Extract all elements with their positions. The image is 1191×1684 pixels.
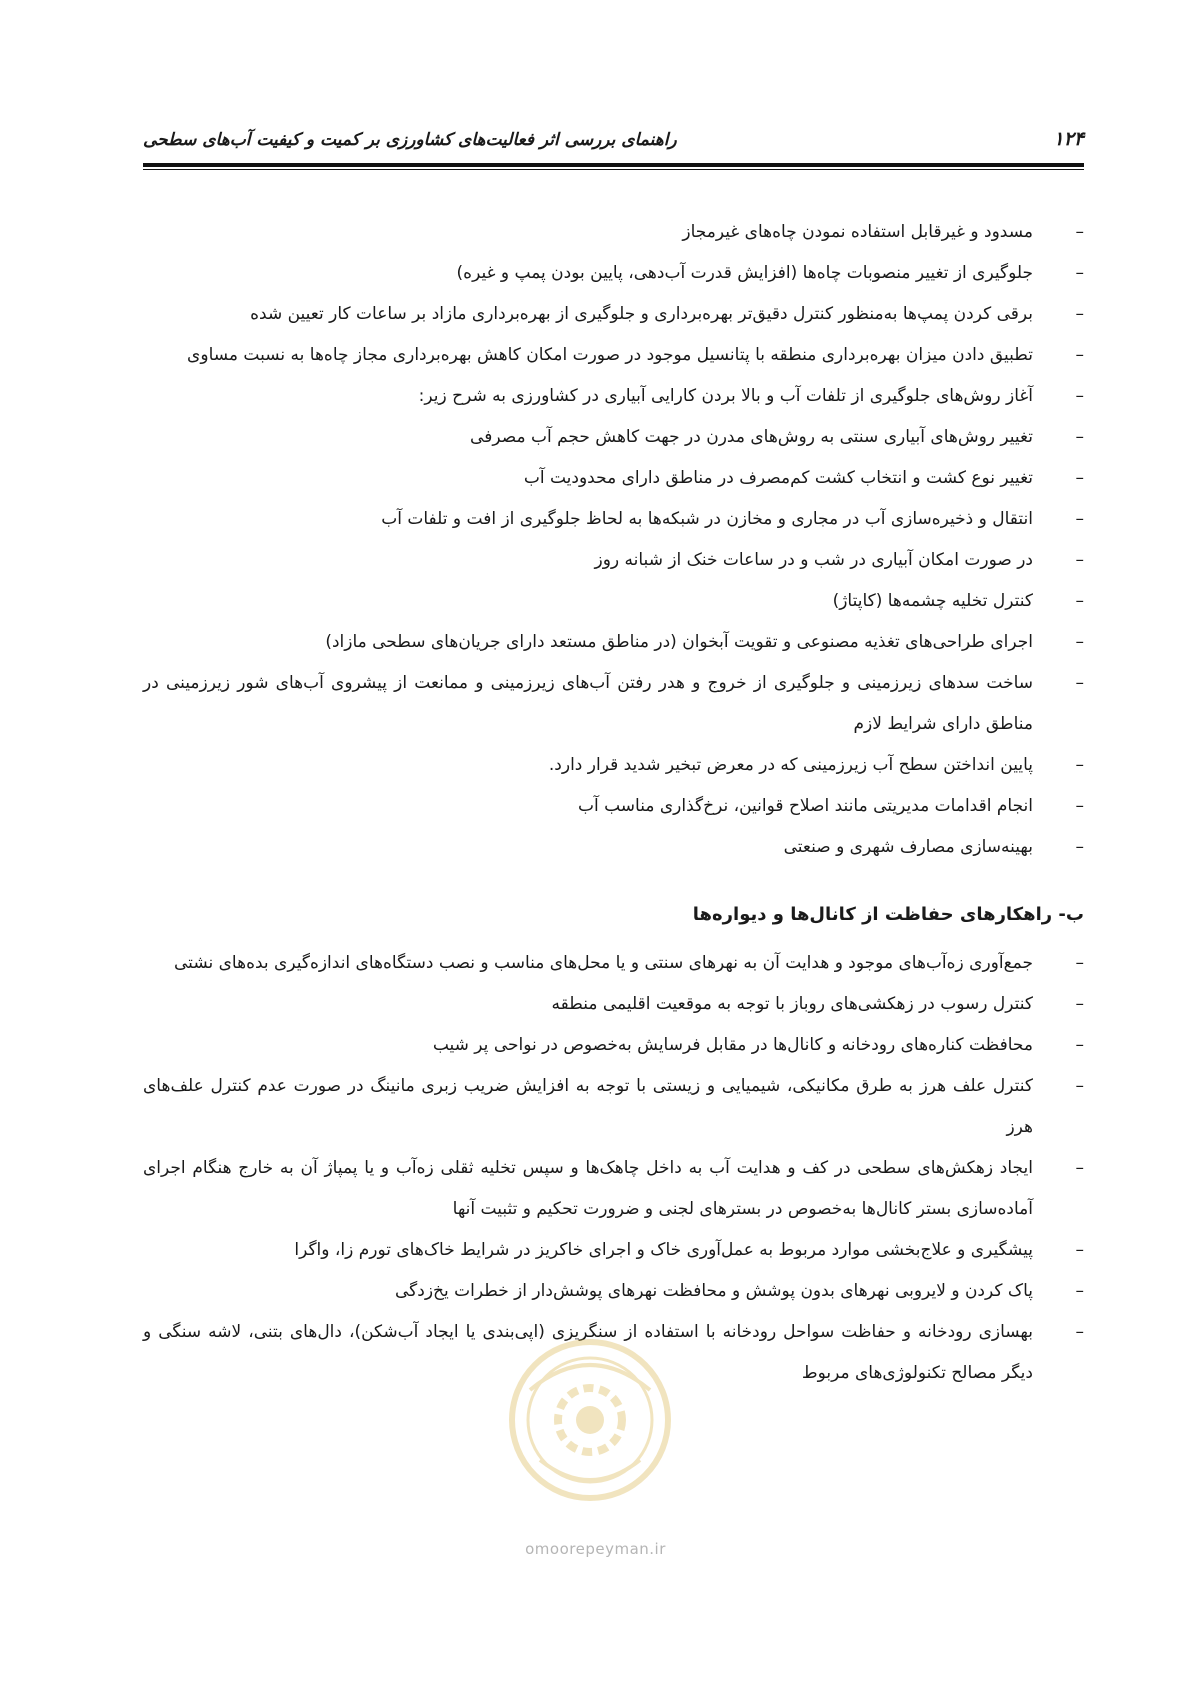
list-item <box>143 984 1084 1025</box>
bullet-dash-icon: – <box>1075 345 1084 365</box>
list-item <box>143 294 1084 335</box>
bullet-dash-icon: – <box>1075 386 1084 406</box>
bullet-dash-icon: – <box>1075 796 1084 816</box>
list-item <box>143 1066 1084 1148</box>
bullet-dash-icon: – <box>1075 1281 1084 1301</box>
list-item <box>143 253 1084 294</box>
list-item <box>143 1025 1084 1066</box>
list-item <box>143 1312 1084 1394</box>
list-item <box>143 376 1084 417</box>
bullet-dash-icon: – <box>1075 591 1084 611</box>
bullet-dash-icon: – <box>1075 1322 1084 1342</box>
running-title: راهنمای بررسی اثر فعالیت‌های کشاورزی بر کمیت و کیفیت آب‌های سطحی <box>143 130 677 150</box>
bullet-dash-icon: – <box>1075 837 1084 857</box>
list-item <box>143 1230 1084 1271</box>
list-item-text: کنترل علف هرز به طرق مکانیکی، شیمیایی و زیستی با توجه به افزایش ضریب زبری مانینگ در صورت عدم کنترل علف‌های هرز <box>143 1076 1033 1137</box>
list-item-text: اجرای طراحی‌های تغذیه مصنوعی و تقویت آبخوان (در مناطق مستعد دارای جریان‌های سطحی مازاد) <box>325 632 1033 652</box>
list-item-text: کنترل رسوب در زهکشی‌های روباز با توجه به موقعیت اقلیمی منطقه <box>551 994 1033 1014</box>
bullet-dash-icon: – <box>1075 1240 1084 1260</box>
list-item-text: بهینه‌سازی مصارف شهری و صنعتی <box>783 837 1033 857</box>
bullet-dash-icon: – <box>1075 468 1084 488</box>
list-item-text: انتقال و ذخیره‌سازی آب در مجاری و مخازن در شبکه‌ها به لحاظ جلوگیری از افت و تلفات آب <box>381 509 1033 529</box>
list-item <box>143 335 1084 376</box>
list-item-text: جمع‌آوری زه‌آب‌های موجود و هدایت آن به نهرهای سنتی و یا محل‌های مناسب و نصب دستگاه‌های اندازه‌گیری بده‌های نشتی <box>174 953 1033 973</box>
list-item-text: بهسازی رودخانه و حفاظت سواحل رودخانه با استفاده از سنگریزی (اپی‌بندی یا ایجاد آب‌شکن)، دال‌های بتنی، لاشه سنگی و دیگر مصالح تکنولوژی‌های مربوط <box>143 1322 1033 1383</box>
list-item-text: پاک کردن و لایروبی نهرهای بدون پوشش و محافظت نهرهای پوشش‌دار از خطرات یخ‌زدگی <box>394 1281 1033 1301</box>
section-b-heading: ب- راهکارهای حفاظت از کانال‌ها و دیواره‌ها <box>692 904 1084 925</box>
list-item-text: برقی کردن پمپ‌ها به‌منظور کنترل دقیق‌تر بهره‌برداری و جلوگیری از بهره‌برداری مازاد بر ساعات کار تعیین شده <box>250 304 1033 324</box>
list-item <box>143 943 1084 984</box>
list-item <box>143 786 1084 827</box>
bullet-dash-icon: – <box>1075 632 1084 652</box>
list-item <box>143 581 1084 622</box>
list-item <box>143 417 1084 458</box>
list-item-text: پیشگیری و علاج‌بخشی موارد مربوط به عمل‌آوری خاک و اجرای خاکریز در شرایط خاک‌های تورم زا، واگرا <box>294 1240 1033 1260</box>
list-item <box>143 458 1084 499</box>
list-item-text: ساخت سدهای زیرزمینی و جلوگیری از خروج و هدر رفتن آب‌های زیرزمینی و ممانعت از پیشروی آب‌های شور زیرزمینی در مناطق دارای شرایط لازم <box>143 673 1033 734</box>
list-item <box>143 540 1084 581</box>
bullet-dash-icon: – <box>1075 994 1084 1014</box>
header-rule-thin <box>143 169 1084 170</box>
page-content <box>143 212 1084 1394</box>
bullet-dash-icon: – <box>1075 263 1084 283</box>
list-item-text: ایجاد زهکش‌های سطحی در کف و هدایت آب به داخل چاهک‌ها و سپس تخلیه ثقلی زه‌آب و یا پمپاژ آن به خارج هنگام اجرای آماده‌سازی بستر کانال‌ها به‌خصوص در بسترهای لجنی و ضرورت تحکیم و تثبیت آنها <box>143 1158 1033 1219</box>
list-item <box>143 622 1084 663</box>
header-rule-thick <box>143 163 1084 167</box>
bullet-dash-icon: – <box>1075 1076 1084 1096</box>
list-item-text: پایین انداختن سطح آب زیرزمینی که در معرض تبخیر شدید قرار دارد. <box>548 755 1033 775</box>
bullet-dash-icon: – <box>1075 509 1084 529</box>
bullet-dash-icon: – <box>1075 1158 1084 1178</box>
bullet-dash-icon: – <box>1075 1035 1084 1055</box>
bullet-dash-icon: – <box>1075 755 1084 775</box>
list-item <box>143 1148 1084 1230</box>
list-item <box>143 745 1084 786</box>
list-item-text: تغییر روش‌های آبیاری سنتی به روش‌های مدرن در جهت کاهش حجم آب مصرفی <box>470 427 1033 447</box>
list-item-text: جلوگیری از تغییر منصوبات چاه‌ها (افزایش قدرت آب‌دهی، پایین بودن پمپ و غیره) <box>456 263 1033 283</box>
section-a-list <box>143 212 1084 868</box>
list-item-text: کنترل تخلیه چشمه‌ها (کاپتاژ) <box>832 591 1033 611</box>
list-item-text: انجام اقدامات مدیریتی مانند اصلاح قوانین، نرخ‌گذاری مناسب آب <box>577 796 1033 816</box>
list-item <box>143 212 1084 253</box>
page-number: ۱۲۴ <box>1053 128 1084 150</box>
page-header <box>143 128 1084 158</box>
bullet-dash-icon: – <box>1075 222 1084 242</box>
list-item-text: تغییر نوع کشت و انتخاب کشت کم‌مصرف در مناطق دارای محدودیت آب <box>523 468 1033 488</box>
bullet-dash-icon: – <box>1075 550 1084 570</box>
bullet-dash-icon: – <box>1075 304 1084 324</box>
list-item <box>143 499 1084 540</box>
watermark-url: omoorepeyman.ir <box>525 1540 666 1558</box>
list-item <box>143 1271 1084 1312</box>
list-item-text: مسدود و غیرقابل استفاده نمودن چاه‌های غیرمجاز <box>682 222 1033 242</box>
list-item-text: محافظت کناره‌های رودخانه و کانال‌ها در مقابل فرسایش به‌خصوص در نواحی پر شیب <box>432 1035 1033 1055</box>
list-item-text: آغاز روش‌های جلوگیری از تلفات آب و بالا بردن کارایی آبیاری در کشاورزی به شرح زیر: <box>418 386 1033 406</box>
bullet-dash-icon: – <box>1075 953 1084 973</box>
list-item-text: در صورت امکان آبیاری در شب و در ساعات خنک از شبانه روز <box>594 550 1033 570</box>
list-item-text: تطبیق دادن میزان بهره‌برداری منطقه با پتانسیل موجود در صورت امکان کاهش بهره‌برداری مجاز چاه‌ها به نسبت مساوی <box>187 345 1033 365</box>
section-b-list <box>143 943 1084 1394</box>
bullet-dash-icon: – <box>1075 673 1084 693</box>
bullet-dash-icon: – <box>1075 427 1084 447</box>
list-item <box>143 663 1084 745</box>
list-item <box>143 827 1084 868</box>
